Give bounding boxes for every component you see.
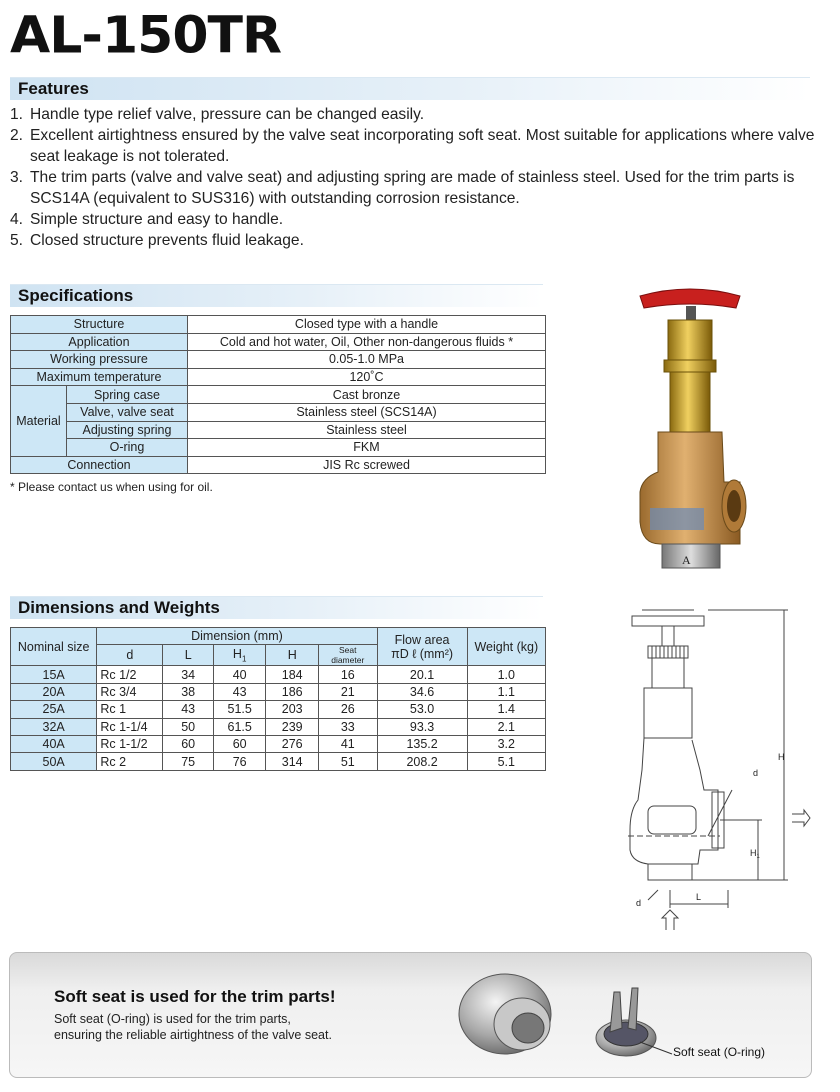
- dim-cell-H: 184: [266, 666, 319, 683]
- spec-value-temp: 120˚C: [188, 368, 546, 386]
- spec-label-spring-case: Spring case: [66, 386, 187, 404]
- spec-value-spring-case: Cast bronze: [188, 386, 546, 404]
- dim-cell-size: 20A: [11, 683, 97, 700]
- dim-header-seat: Seat diameter: [318, 645, 377, 666]
- dim-cell-L: 75: [163, 753, 213, 770]
- dim-cell-d: Rc 1-1/2: [97, 735, 163, 752]
- dim-cell-size: 50A: [11, 753, 97, 770]
- dim-cell-weight: 1.4: [467, 701, 545, 718]
- drawing-label-d-bottom: d: [636, 898, 642, 908]
- dim-cell-H1: 43: [213, 683, 266, 700]
- dim-cell-weight: 3.2: [467, 735, 545, 752]
- dim-header-d: d: [97, 645, 163, 666]
- dim-header-L: L: [163, 645, 213, 666]
- drawing-label-H: H: [778, 752, 785, 762]
- dim-cell-seat: 41: [318, 735, 377, 752]
- dim-cell-H1: 76: [213, 753, 266, 770]
- dim-header-flow: [377, 628, 467, 666]
- feature-text: Closed structure prevents fluid leakage.: [30, 232, 304, 249]
- dimensions-table: [10, 627, 546, 771]
- dim-header-H1-main: H: [232, 647, 242, 662]
- dim-cell-flow: 208.2: [377, 753, 467, 770]
- spec-label-material: Material: [11, 386, 67, 456]
- dim-header-flow-line1: Flow area: [394, 632, 450, 647]
- feature-number: 3.: [10, 169, 24, 186]
- dim-cell-d: Rc 1: [97, 701, 163, 718]
- banner-text-line2: ensuring the reliable airtightness of the valve seat.: [54, 1028, 332, 1042]
- dim-cell-d: Rc 1-1/4: [97, 718, 163, 735]
- banner-text-line1: Soft seat (O-ring) is used for the trim parts,: [54, 1012, 291, 1026]
- dim-cell-size: 25A: [11, 701, 97, 718]
- spec-value-connection: JIS Rc screwed: [188, 456, 546, 474]
- dim-cell-L: 38: [163, 683, 213, 700]
- dim-row: [11, 753, 546, 770]
- feature-number: 4.: [10, 211, 24, 228]
- dim-cell-flow: 53.0: [377, 701, 467, 718]
- soft-seat-callout: Soft seat (O-ring): [673, 1045, 766, 1059]
- dim-cell-flow: 135.2: [377, 735, 467, 752]
- feature-number: 1.: [10, 106, 24, 123]
- specifications-heading: Specifications: [10, 284, 543, 307]
- dim-header-H1: [213, 645, 266, 666]
- dim-cell-seat: 26: [318, 701, 377, 718]
- spec-note: * Please contact us when using for oil.: [10, 480, 213, 494]
- features-list: [10, 104, 818, 251]
- dim-row: [11, 666, 546, 683]
- dim-cell-H1: 40: [213, 666, 266, 683]
- spec-value-adjusting-spring: Stainless steel: [188, 421, 546, 439]
- dim-header-nominal: Nominal size: [11, 628, 97, 666]
- features-heading: Features: [10, 77, 810, 100]
- dim-cell-L: 34: [163, 666, 213, 683]
- dim-cell-size: 32A: [11, 718, 97, 735]
- specifications-table: [10, 315, 546, 474]
- page-title: AL-150TR: [10, 6, 282, 66]
- dim-cell-L: 43: [163, 701, 213, 718]
- dim-cell-H: 186: [266, 683, 319, 700]
- dim-cell-d: Rc 1/2: [97, 666, 163, 683]
- feature-item: [10, 209, 818, 230]
- dim-cell-L: 60: [163, 735, 213, 752]
- dimensions-heading: Dimensions and Weights: [10, 596, 543, 619]
- dim-header-flow-line2: πD ℓ (mm²): [391, 646, 454, 661]
- feature-number: 2.: [10, 127, 24, 144]
- dim-cell-H: 239: [266, 718, 319, 735]
- dim-cell-L: 50: [163, 718, 213, 735]
- feature-text: Excellent airtightness ensured by the valve seat incorporating soft seat. Most suitable for applications where valve seat leakage is not tolerated.: [30, 127, 815, 165]
- dim-cell-H1: 60: [213, 735, 266, 752]
- feature-text: Handle type relief valve, pressure can be changed easily.: [30, 106, 425, 123]
- feature-item: [10, 230, 818, 251]
- valve-photo: [600, 282, 780, 582]
- dim-header-weight: Weight (kg): [467, 628, 545, 666]
- drawing-label-L: L: [696, 892, 702, 902]
- valve-drawing: [608, 600, 823, 945]
- spec-label-pressure: Working pressure: [11, 351, 188, 369]
- dim-row: [11, 735, 546, 752]
- spec-label-temp: Maximum temperature: [11, 368, 188, 386]
- dim-cell-flow: 93.3: [377, 718, 467, 735]
- dim-cell-H1: 61.5: [213, 718, 266, 735]
- dim-cell-H: 203: [266, 701, 319, 718]
- spec-label-application: Application: [11, 333, 188, 351]
- dim-header-dimension: Dimension (mm): [97, 628, 377, 645]
- spec-label-connection: Connection: [11, 456, 188, 474]
- banner-text: [54, 1011, 332, 1043]
- dim-header-H1-sub: 1: [241, 654, 247, 664]
- dim-cell-weight: 5.1: [467, 753, 545, 770]
- feature-text: The trim parts (valve and valve seat) and adjusting spring are made of stainless steel. Used for the trim parts is SCS14A (equivalent to SUS316) with outstanding corrosion resistance.: [30, 169, 795, 207]
- spec-value-pressure: 0.05-1.0 MPa: [188, 351, 546, 369]
- spec-value-structure: Closed type with a handle: [188, 316, 546, 334]
- spec-value-valve-seat: Stainless steel (SCS14A): [188, 403, 546, 421]
- dim-cell-seat: 33: [318, 718, 377, 735]
- dim-cell-seat: 16: [318, 666, 377, 683]
- spec-value-application: Cold and hot water, Oil, Other non-dangerous fluids *: [188, 333, 546, 351]
- dim-cell-weight: 1.1: [467, 683, 545, 700]
- spec-label-oring: O-ring: [66, 439, 187, 457]
- dim-cell-flow: 20.1: [377, 666, 467, 683]
- feature-item: [10, 104, 818, 125]
- dim-row: [11, 701, 546, 718]
- drawing-label-d-top: d: [753, 768, 759, 778]
- feature-item: [10, 167, 818, 209]
- drawing-label-H1: [750, 848, 761, 860]
- dim-cell-H: 314: [266, 753, 319, 770]
- dim-cell-weight: 1.0: [467, 666, 545, 683]
- dim-cell-d: Rc 2: [97, 753, 163, 770]
- spec-label-adjusting-spring: Adjusting spring: [66, 421, 187, 439]
- dim-cell-seat: 21: [318, 683, 377, 700]
- dim-cell-H1: 51.5: [213, 701, 266, 718]
- dim-row: [11, 683, 546, 700]
- dim-cell-d: Rc 3/4: [97, 683, 163, 700]
- feature-number: 5.: [10, 232, 24, 249]
- dim-cell-seat: 51: [318, 753, 377, 770]
- feature-item: [10, 125, 818, 167]
- spec-label-valve-seat: Valve, valve seat: [66, 403, 187, 421]
- dim-row: [11, 718, 546, 735]
- spec-label-structure: Structure: [11, 316, 188, 334]
- dim-cell-weight: 2.1: [467, 718, 545, 735]
- dim-header-H: H: [266, 645, 319, 666]
- dim-cell-flow: 34.6: [377, 683, 467, 700]
- dim-cell-size: 40A: [11, 735, 97, 752]
- banner-title: Soft seat is used for the trim parts!: [54, 987, 336, 1006]
- photo-marking: A: [682, 553, 691, 567]
- dim-cell-size: 15A: [11, 666, 97, 683]
- dim-cell-H: 276: [266, 735, 319, 752]
- drawing-label-H1-main: H: [750, 848, 757, 858]
- feature-text: Simple structure and easy to handle.: [30, 211, 284, 228]
- drawing-label-H1-sub: 1: [756, 854, 760, 860]
- spec-value-oring: FKM: [188, 439, 546, 457]
